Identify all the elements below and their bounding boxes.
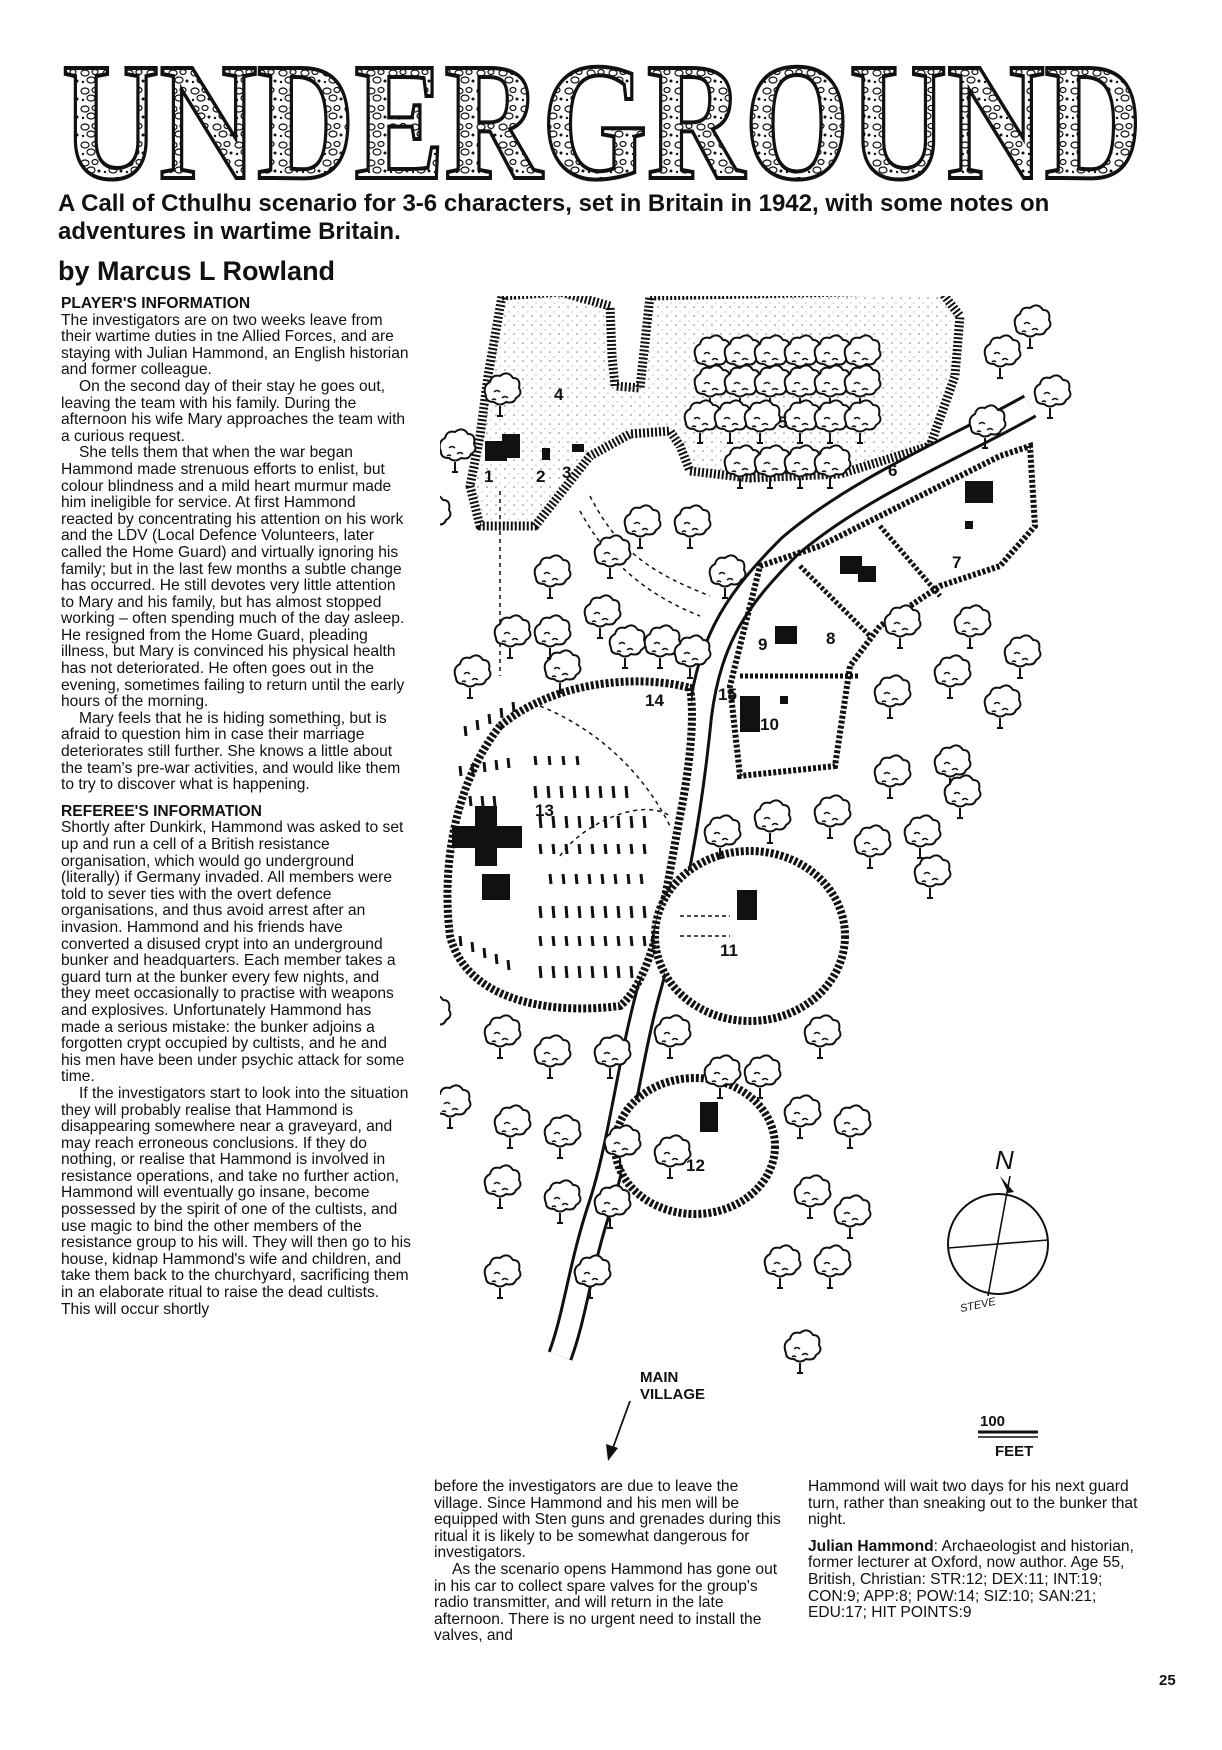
tree-icon xyxy=(440,429,475,472)
tree-icon xyxy=(855,825,891,868)
village-map xyxy=(440,296,1180,1466)
grave-marker xyxy=(496,760,497,770)
grave-marker xyxy=(602,874,603,884)
grave-marker xyxy=(540,906,541,918)
tree-icon xyxy=(915,855,951,898)
tree-icon xyxy=(645,625,681,668)
tree-icon xyxy=(675,505,711,548)
grave-marker xyxy=(631,966,632,978)
grave-marker xyxy=(548,786,549,798)
grave-marker xyxy=(549,756,550,765)
grave-marker xyxy=(501,708,502,718)
map-label-3: 3 xyxy=(562,463,572,482)
tree-icon xyxy=(485,1165,521,1208)
map-graphic xyxy=(440,296,1180,1466)
map-label-8: 8 xyxy=(826,629,836,648)
grave-marker xyxy=(553,906,554,918)
grave-marker xyxy=(550,874,551,884)
tree-icon xyxy=(815,445,851,488)
map-label-6: 6 xyxy=(888,461,898,480)
tree-icon xyxy=(935,655,971,698)
grave-marker xyxy=(613,786,614,798)
grave-marker xyxy=(470,836,471,846)
grave-marker xyxy=(540,844,541,854)
grave-marker xyxy=(472,764,473,774)
tree-icon xyxy=(495,1105,531,1148)
map-label-4: 4 xyxy=(554,385,564,404)
tree-icon xyxy=(785,1330,821,1373)
players-info-heading: PLAYER'S INFORMATION xyxy=(61,295,251,312)
page-number: 25 xyxy=(1159,1672,1176,1689)
tree-icon xyxy=(535,1035,571,1078)
grave-marker xyxy=(563,874,564,884)
tree-icon xyxy=(765,1245,801,1288)
grave-marker xyxy=(592,816,593,828)
tree-icon xyxy=(485,1255,521,1298)
scale-value: 100 xyxy=(980,1413,1006,1430)
grave-marker xyxy=(626,786,627,798)
grave-marker xyxy=(641,874,642,884)
compass-icon xyxy=(948,1145,1048,1315)
map-label-2: 2 xyxy=(536,467,546,486)
grave-marker xyxy=(574,786,575,798)
grave-marker xyxy=(644,906,645,918)
grave-marker xyxy=(460,936,461,946)
grave-marker xyxy=(644,844,645,854)
grave-marker xyxy=(563,756,564,765)
tree-icon xyxy=(535,555,571,598)
tree-icon xyxy=(785,1095,821,1138)
tree-icon xyxy=(945,775,981,818)
grave-marker xyxy=(508,758,509,768)
tree-icon xyxy=(875,755,911,798)
tree-icon xyxy=(755,800,791,843)
grave-marker xyxy=(579,844,580,854)
referees-info-heading: REFEREE'S INFORMATION xyxy=(61,802,262,820)
tree-icon xyxy=(440,495,450,538)
grave-marker xyxy=(579,906,580,918)
tree-icon xyxy=(545,1115,581,1158)
paragraph: Hammond will wait two days for his next guard turn, rather than sneaking out to the bunker that night. xyxy=(808,1478,1138,1529)
tree-icon xyxy=(485,1015,521,1058)
tree-icon xyxy=(1015,305,1051,348)
grave-marker xyxy=(566,844,567,854)
grave-marker xyxy=(579,966,580,978)
grave-marker xyxy=(540,936,541,946)
grave-marker xyxy=(513,702,514,712)
title-banner xyxy=(58,50,1146,193)
grave-marker xyxy=(465,726,466,736)
tree-icon xyxy=(745,1055,781,1098)
tree-icon xyxy=(985,335,1021,378)
grave-marker xyxy=(494,836,495,846)
grave-marker xyxy=(631,844,632,854)
grave-marker xyxy=(592,936,593,946)
grave-marker xyxy=(579,936,580,946)
paragraph: Shortly after Dunkirk, Hammond was asked to set up and run a cell of a British resistance organisation, which would go underground (literally) if Germany invaded. All members were told to sever ties with the overt defence organisations, and thus avoid arrest after an invasion. Hammond and his friends have converted a disused crypt into an underground bunker and headquarters. Each member takes a guard turn at the bunker every few nights, and they meet occasionally to practise with weapons and explosives. Unfortunately Hammond has made a serious mistake: the bunker adjoins a forgotten crypt occupied by cultists, and he and his men have been under psychic attack for some time. xyxy=(61,819,405,1086)
tree-icon xyxy=(440,1085,470,1128)
grave-marker xyxy=(540,966,541,978)
byline: by Marcus L Rowland xyxy=(58,256,336,286)
tree-icon xyxy=(440,995,450,1038)
tree-icon xyxy=(795,1175,831,1218)
tree-icon xyxy=(1035,375,1071,418)
grave-marker xyxy=(494,796,495,806)
grave-marker xyxy=(605,816,606,828)
map-label-7: 7 xyxy=(952,553,962,572)
grave-marker xyxy=(535,786,536,798)
title-graphic xyxy=(58,50,1146,193)
tree-icon xyxy=(625,505,661,548)
grave-marker xyxy=(484,948,485,958)
grave-marker xyxy=(496,954,497,964)
tree-icon xyxy=(835,1195,871,1238)
grave-marker xyxy=(566,816,567,828)
grave-marker xyxy=(587,786,588,798)
grave-marker xyxy=(600,786,601,798)
column-2 xyxy=(434,1479,784,1645)
map-label-12: 12 xyxy=(686,1156,705,1175)
grave-marker xyxy=(484,762,485,772)
paragraph: On the second day of their stay he goes out, leaving the team with his family. During the afternoon his wife Mary approaches the team with a curious request. xyxy=(61,377,406,445)
character-name: Julian Hammond xyxy=(808,1537,934,1555)
grave-marker xyxy=(561,786,562,798)
character-stat-text: : Archaeologist and historian, former lecturer at Oxford, now author. Age 55, British, Christian: STR:12; DEX:11; INT:19; CON:9; APP:8; POW:14; SIZ:10; SAN:21; EDU:17; HIT POINTS:9 xyxy=(808,1537,1134,1622)
tree-icon xyxy=(1005,635,1041,678)
map-label-10: 10 xyxy=(760,715,779,734)
tree-icon xyxy=(595,535,631,578)
grave-marker xyxy=(644,816,645,828)
grave-marker xyxy=(631,936,632,946)
map-label-11: 11 xyxy=(720,941,738,960)
grave-marker xyxy=(508,960,509,970)
tree-icon xyxy=(985,685,1021,728)
tree-icon xyxy=(815,795,851,838)
tree-icon xyxy=(885,605,921,648)
grave-marker xyxy=(618,816,619,828)
grave-marker xyxy=(605,906,606,918)
character-stats xyxy=(808,1539,1158,1622)
map-label-14: 14 xyxy=(645,691,664,710)
tree-icon xyxy=(955,605,991,648)
grave-marker xyxy=(592,844,593,854)
grave-marker xyxy=(605,936,606,946)
column-3 xyxy=(808,1479,1158,1622)
grave-marker xyxy=(592,966,593,978)
grave-marker xyxy=(618,906,619,918)
map-label-5: 5 xyxy=(778,413,788,432)
grave-marker xyxy=(553,936,554,946)
paragraph: She tells them that when the war began Hammond made strenuous efforts to enlist, but colour blindness and a mild heart murmur made him ineligible for service. At first Hammond reacted by concentrating his attention on his work and the LDV (Local Defence Volunteers, later called the Home Guard) and virtually ignoring his family; but in the last few months a subtle change has occurred. He still devotes very little attention to Mary and his family, but has almost stopped working – often spending much of the day asleep. He resigned from the Home Guard, pleading illness, but Mary is convinced his physical health has not deteriorated. He often goes out in the evening, sometimes failing to return until the early hours of the morning. xyxy=(61,444,405,711)
grave-marker xyxy=(618,844,619,854)
grave-marker xyxy=(605,966,606,978)
north-label: N xyxy=(995,1145,1014,1175)
tree-icon xyxy=(655,1015,691,1058)
title-text: UNDERGROUND xyxy=(62,50,1142,193)
paragraph: As the scenario opens Hammond has gone out in his car to collect spare valves for the group's radio transmitter, and will return in the late afternoon. There is no urgent need to install the valves, and xyxy=(434,1560,778,1645)
grave-marker xyxy=(576,874,577,884)
tree-icon xyxy=(815,1245,851,1288)
map-label-13: 13 xyxy=(535,801,554,820)
grave-marker xyxy=(460,766,461,776)
tree-icon xyxy=(610,625,646,668)
paragraph: If the investigators start to look into the situation they will probably realise that Hammond is disappearing somewhere near a graveyard, and may reach erroneous conclusions. If they do nothing, or realise that Hammond is involved in resistance operations, and take no further action, Hammond will eventually go insane, become possessed by the spirit of one of the cultists, and use magic to bind the other members of the resistance group to his will. They will then go to his house, kidnap Hammond's wife and children, and take them back to the churchyard, sacrificing them in an elaborate ritual to raise the dead cultists. This will occur shortly xyxy=(61,1084,411,1318)
grave-marker xyxy=(482,836,483,846)
grave-marker xyxy=(470,796,471,806)
grave-marker xyxy=(644,936,645,946)
paragraph: The investigators are on two weeks leave from their wartime duties in tne Allied Forces, and are staying with Julian Hammond, an English historian and former colleague. xyxy=(61,311,409,379)
tree-icon xyxy=(875,675,911,718)
grave-marker xyxy=(472,942,473,952)
grave-marker xyxy=(618,936,619,946)
main-village-label: VILLAGE xyxy=(640,1386,706,1403)
grave-marker xyxy=(566,906,567,918)
grave-marker xyxy=(592,906,593,918)
grave-marker xyxy=(631,816,632,828)
map-label-15: 15 xyxy=(718,685,737,704)
tree-icon xyxy=(805,1015,841,1058)
column-1 xyxy=(61,296,411,1318)
grave-marker xyxy=(566,936,567,946)
grave-marker xyxy=(489,714,490,724)
grave-marker xyxy=(579,816,580,828)
grave-marker xyxy=(589,874,590,884)
main-village-label: MAIN xyxy=(640,1369,679,1386)
grave-marker xyxy=(615,874,616,884)
tree-icon xyxy=(455,655,491,698)
grave-marker xyxy=(618,966,619,978)
grave-marker xyxy=(482,796,483,806)
tree-icon xyxy=(545,1180,581,1223)
tree-icon xyxy=(835,1105,871,1148)
grave-marker xyxy=(566,966,567,978)
paragraph: before the investigators are due to leave the village. Since Hammond and his men will be equipped with Sten guns and grenades during this ritual it is likely to be somewhat dangerous for investigators. xyxy=(434,1478,781,1562)
map-label-1: 1 xyxy=(484,467,494,486)
artist-signature: STEVE xyxy=(958,1295,997,1316)
grave-marker xyxy=(477,720,478,730)
paragraph: Mary feels that he is hiding something, but is afraid to question him in case their marriage deteriorates still further. She knows a little about the team's pre-war activities, and would like them to try to discover what is happening. xyxy=(61,709,401,794)
grave-marker xyxy=(605,844,606,854)
subtitle: A Call of Cthulhu scenario for 3-6 characters, set in Britain in 1942, with some notes on adventures in wartime Britain. xyxy=(58,190,1050,245)
grave-marker xyxy=(553,844,554,854)
grave-marker xyxy=(577,756,578,765)
grave-marker xyxy=(628,874,629,884)
grave-marker xyxy=(535,756,536,765)
map-label-9: 9 xyxy=(758,635,768,654)
scale-unit: FEET xyxy=(995,1443,1034,1460)
tree-icon xyxy=(905,815,941,858)
grave-marker xyxy=(553,966,554,978)
tree-icon xyxy=(545,650,581,693)
grave-marker xyxy=(631,906,632,918)
